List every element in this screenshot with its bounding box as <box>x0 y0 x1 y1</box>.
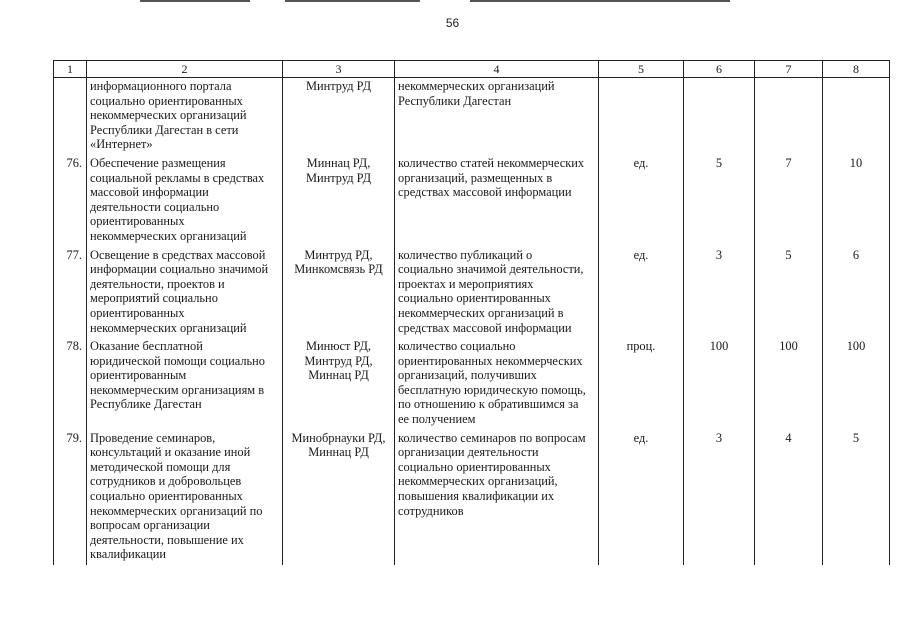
measure-name-line: социально ориентированных <box>90 489 243 504</box>
measure-name-line: вопросам организации <box>90 518 210 533</box>
column-header: 1 <box>54 61 87 78</box>
measure-name <box>87 155 283 247</box>
indicator <box>395 338 599 430</box>
indicator-line: по отношению к обратившимся за <box>398 397 579 412</box>
executor <box>283 247 395 339</box>
value-col-7: 100 <box>755 338 823 430</box>
value-col-7 <box>755 78 823 155</box>
unit <box>599 78 684 155</box>
executor-line: Минюст РД, <box>305 339 372 354</box>
row-number: 78. <box>54 338 87 430</box>
measure-name-line: методической помощи для <box>90 459 231 474</box>
measure-name-line: Республике Дагестан <box>90 397 202 412</box>
indicator-line: бесплатную юридическую помощь, <box>398 382 586 397</box>
indicator <box>395 78 599 155</box>
indicator-line: количество статей некоммерческих <box>398 155 585 170</box>
indicator-line: средствах массовой информации <box>398 320 572 335</box>
scan-edge-mark <box>470 0 730 2</box>
executor-line: Минтруд РД <box>305 79 372 93</box>
executor <box>283 78 395 155</box>
measure-name <box>87 338 283 430</box>
measure-name-line: сотрудников и добровольцев <box>90 474 242 489</box>
measure-name-line: Освещение в средствах массовой <box>90 247 266 262</box>
executor-line: Миннац РД <box>308 445 369 460</box>
column-header: 5 <box>599 61 684 78</box>
value-col-7: 5 <box>755 247 823 339</box>
indicator-line: Республики Дагестан <box>398 93 512 108</box>
value-col-8: 5 <box>823 430 890 565</box>
executor-line: Миннац РД, <box>306 155 371 170</box>
executor <box>283 338 395 430</box>
measure-name-line: некоммерческих организаций <box>90 320 247 335</box>
indicator-line: количество социально <box>398 339 516 354</box>
table-body <box>54 78 890 566</box>
measures-table <box>53 60 889 640</box>
value-col-8: 6 <box>823 247 890 339</box>
indicator <box>395 247 599 339</box>
measure-name <box>87 247 283 339</box>
value-col-6 <box>684 78 755 155</box>
indicator-line: средствах массовой информации <box>398 185 572 200</box>
value-col-6: 3 <box>684 247 755 339</box>
executor-line: Минтруд РД <box>305 170 372 185</box>
executor-line: Минкомсвязь РД <box>294 262 383 277</box>
measure-name-line: мероприятий социально <box>90 291 218 306</box>
table-row <box>54 338 890 430</box>
table-row <box>54 155 890 247</box>
indicator-line: социально ориентированных <box>398 291 551 306</box>
row-number <box>54 78 87 155</box>
row-number: 77. <box>54 247 87 339</box>
measure-name-line: деятельности, проектов и <box>90 276 225 291</box>
measure-name-line: социально ориентированных <box>90 93 243 108</box>
executor-line: Минобрнауки РД, <box>291 430 386 445</box>
measure-name <box>87 430 283 565</box>
measure-name-line: некоммерческих организаций <box>90 108 247 123</box>
value-col-7: 7 <box>755 155 823 247</box>
unit: проц. <box>599 338 684 430</box>
measure-name-line: некоммерческих организаций <box>90 228 247 243</box>
row-number: 79. <box>54 430 87 565</box>
scan-edge-mark <box>140 0 250 2</box>
measure-name-line: консультаций и оказание иной <box>90 445 251 460</box>
indicator-line: организации деятельности <box>398 445 539 460</box>
indicator-line: проектах и мероприятиях <box>398 276 534 291</box>
row-number: 76. <box>54 155 87 247</box>
measure-name-line: «Интернет» <box>90 137 153 152</box>
measure-name-line: некоммерческих организаций по <box>90 503 263 518</box>
table-row <box>54 430 890 565</box>
value-col-8: 100 <box>823 338 890 430</box>
value-col-6: 3 <box>684 430 755 565</box>
executor-line: Минтруд РД, <box>304 247 373 262</box>
measure-name-line: деятельности социально <box>90 199 220 214</box>
column-header: 2 <box>87 61 283 78</box>
table-row <box>54 78 890 155</box>
measure-name-line: ориентированным <box>90 368 187 383</box>
unit: ед. <box>599 430 684 565</box>
value-col-7: 4 <box>755 430 823 565</box>
indicator <box>395 430 599 565</box>
measure-name-line: ориентированных <box>90 305 185 320</box>
measure-name-line: Обеспечение размещения <box>90 155 226 170</box>
measure-name-line: социальной рекламы в средствах <box>90 170 265 185</box>
scan-edge-mark <box>285 0 420 2</box>
table-header-row <box>54 61 890 78</box>
measure-name-line: информационного портала <box>90 79 232 93</box>
column-header: 6 <box>684 61 755 78</box>
indicator-line: ее получением <box>398 412 476 427</box>
table-row <box>54 247 890 339</box>
page-number: 56 <box>445 16 460 30</box>
measure-name-line: ориентированных <box>90 214 185 229</box>
indicator-line: некоммерческих организаций в <box>398 305 564 320</box>
indicator-line: некоммерческих организаций <box>398 79 555 93</box>
measure-name-line: юридической помощи социально <box>90 353 265 368</box>
unit: ед. <box>599 155 684 247</box>
indicator-line: сотрудников <box>398 503 464 518</box>
indicator-line: количество публикаций о <box>398 247 533 262</box>
value-col-8: 10 <box>823 155 890 247</box>
measure-name-line: деятельности, повышение их <box>90 532 244 547</box>
measure-name-line: квалификации <box>90 547 167 562</box>
executor-line: Минтруд РД, <box>304 353 373 368</box>
measure-name-line: Республики Дагестан в сети <box>90 122 239 137</box>
indicator <box>395 155 599 247</box>
executor <box>283 430 395 565</box>
indicator-line: организаций, получивших <box>398 368 537 383</box>
column-header: 7 <box>755 61 823 78</box>
value-col-8 <box>823 78 890 155</box>
indicator-line: повышения квалификации их <box>398 489 555 504</box>
indicator-line: ориентированных некоммерческих <box>398 353 583 368</box>
column-header: 3 <box>283 61 395 78</box>
unit: ед. <box>599 247 684 339</box>
measure-name-line: информации социально значимой <box>90 262 269 277</box>
column-header: 4 <box>395 61 599 78</box>
indicator-line: количество семинаров по вопросам <box>398 430 586 445</box>
executor-line: Миннац РД <box>308 368 369 383</box>
indicator-line: организаций, размещенных в <box>398 170 553 185</box>
measure-name-line: Проведение семинаров, <box>90 430 216 445</box>
executor <box>283 155 395 247</box>
measure-name <box>87 78 283 155</box>
value-col-6: 5 <box>684 155 755 247</box>
indicator-line: социально значимой деятельности, <box>398 262 584 277</box>
measure-name-line: массовой информации <box>90 185 209 200</box>
measure-name-line: некоммерческим организациям в <box>90 382 265 397</box>
indicator-line: социально ориентированных <box>398 459 551 474</box>
indicator-line: некоммерческих организаций, <box>398 474 558 489</box>
column-header: 8 <box>823 61 890 78</box>
measure-name-line: Оказание бесплатной <box>90 339 203 354</box>
value-col-6: 100 <box>684 338 755 430</box>
